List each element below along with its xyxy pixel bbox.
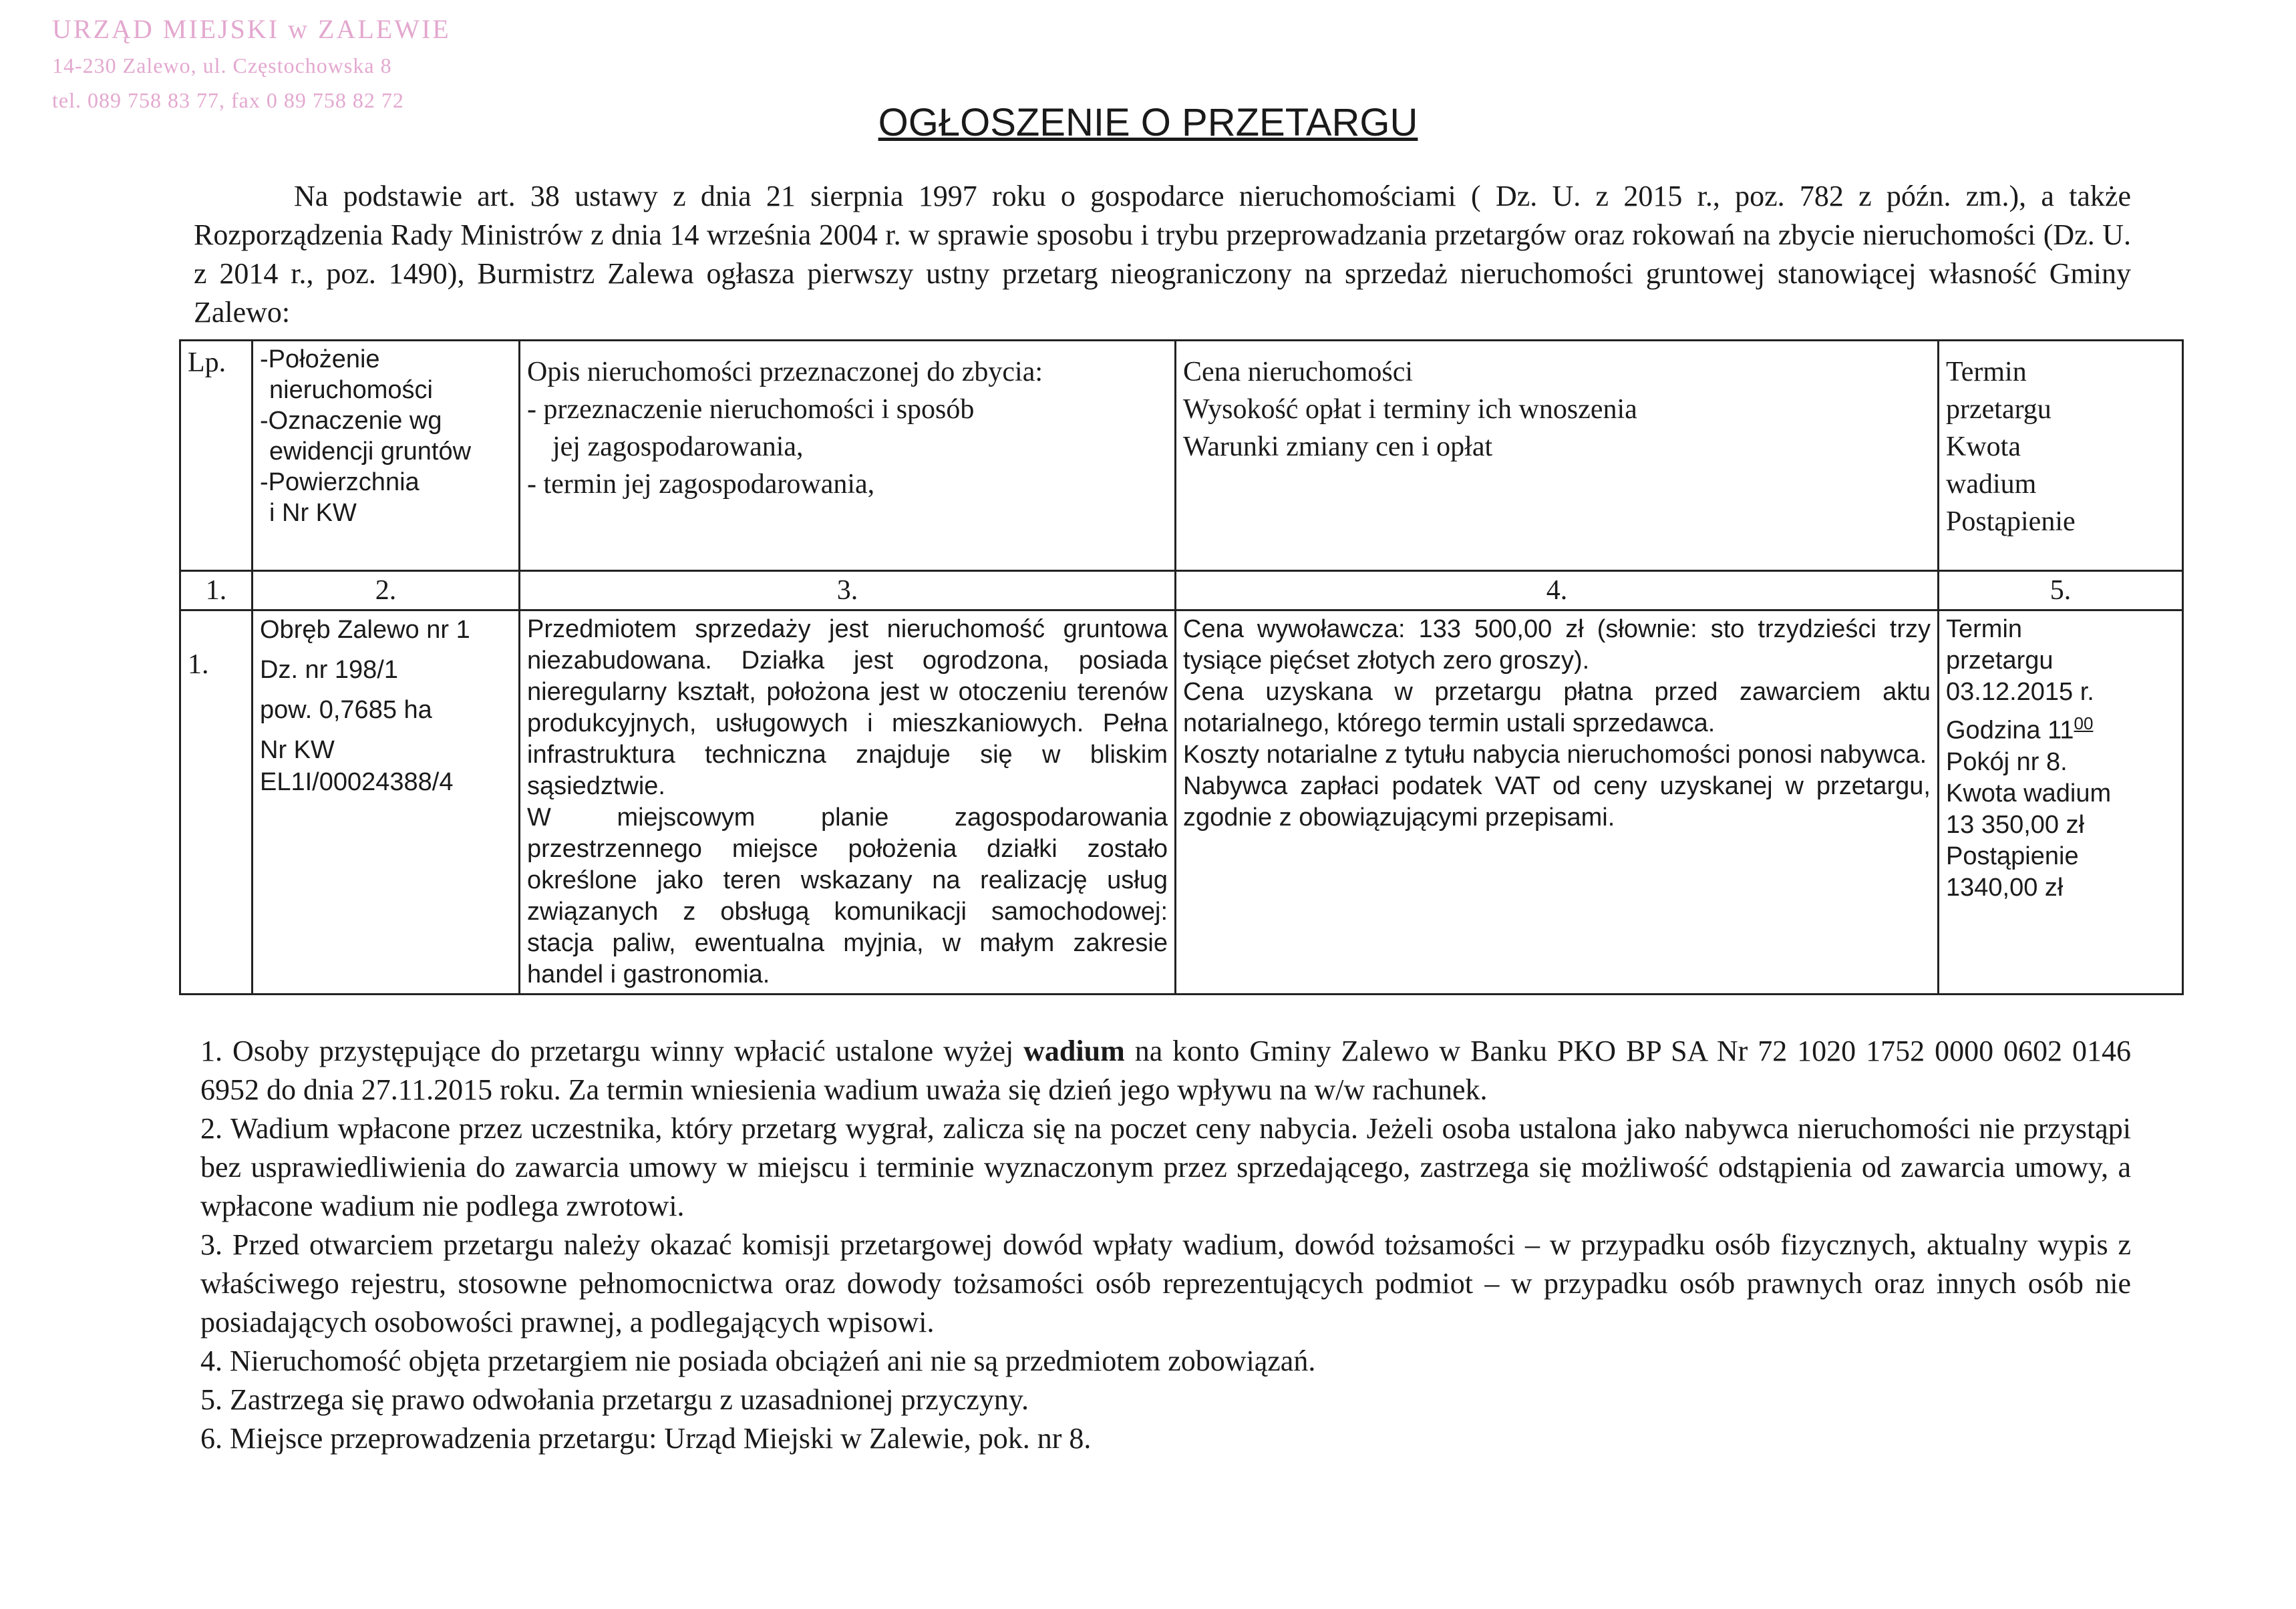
deposit-label: Kwota wadium — [1946, 779, 2112, 808]
header-term-line: wadium — [1946, 469, 2037, 500]
stamp-address: 14-230 Zalewo, ul. Częstochowska 8 — [52, 53, 392, 77]
page-title: OGŁOSZENIE O PRZETARGU — [878, 101, 1418, 144]
header-location — [253, 341, 520, 571]
term-date: 03.12.2015 r. — [1946, 678, 2094, 706]
rule-item: 2. Wadium wpłacone przez uczestnika, który przetarg wygrał, zalicza się na poczet ceny nabycia. Jeżeli osoba ustalona jako nabywca nieruchomości nie przystąpi bez usprawiedliwienia do zawarcia umowy w miejscu i terminie wyznaczonym przez sprzedającego, zastrzega się możliwość odstąpienia od zawarcia umowy, a wpłacone wadium nie podlega zwrotowi. — [200, 1112, 2131, 1222]
header-description — [520, 341, 1176, 571]
row-lp — [180, 610, 253, 995]
header-term — [1939, 341, 2183, 571]
location-area: pow. 0,7685 ha — [260, 696, 432, 724]
header-location-line: i Nr KW — [269, 499, 357, 527]
location-precinct: Obręb Zalewo nr 1 — [260, 616, 470, 644]
rule-text: 1. Osoby przystępujące do przetargu winny wpłacić ustalone wyżej — [200, 1035, 1024, 1067]
term-room: Pokój nr 8. — [1946, 747, 2068, 776]
stamp-contact: tel. 089 758 83 77, fax 0 89 758 82 72 — [52, 88, 404, 112]
header-price-line: Cena nieruchomości — [1183, 357, 1414, 387]
rule-item: 6. Miejsce przeprowadzenia przetargu: Urząd Miejski w Zalewie, pok. nr 8. — [200, 1422, 1092, 1455]
rule-item: 4. Nieruchomość objęta przetargiem nie posiada obciążeń ani nie są przedmiotem zobowiązań. — [200, 1345, 1316, 1377]
header-lp-text: Lp. — [188, 347, 226, 378]
location-kw-label: Nr KW — [260, 736, 335, 764]
intro-text: Na podstawie art. 38 ustawy z dnia 21 sierpnia 1997 roku o gospodarce nieruchomościami ( Dz. U. z 2015 r., poz. 782 z późn. zm.), a także Rozporządzenia Rady Ministrów z dnia 14 września 2004 r. w sprawie sposobu i trybu przeprowadzania przetargów oraz rokowań na zbycie nieruchomości (Dz. U. z 2014 r., poz. 1490), Burmistrz Zalewa ogłasza pierwszy ustny przetarg nieograniczony na sprzedaż nieruchomości gruntowej stanowiącej własność Gminy Zalewo: — [194, 180, 2131, 329]
row-description — [520, 610, 1176, 995]
header-term-line: Postąpienie — [1946, 506, 2076, 537]
row-term — [1939, 610, 2183, 995]
rule-emphasis: wadium — [1023, 1035, 1125, 1067]
location-kw-number: EL1I/00024388/4 — [260, 768, 454, 796]
column-number: 5. — [1939, 571, 2183, 610]
header-term-line: przetargu — [1946, 394, 2052, 425]
column-number: 3. — [520, 571, 1176, 610]
header-description-line: - przeznaczenie nieruchomości i sposób — [527, 394, 975, 425]
step-label: Postąpienie — [1946, 842, 2079, 870]
table-header-row — [180, 341, 2183, 571]
header-location-line: -Oznaczenie wg — [260, 407, 442, 435]
term-minutes: 00 — [2074, 713, 2094, 733]
column-number: 1. — [180, 571, 253, 610]
column-number-row — [180, 571, 2183, 610]
header-location-line: ewidencji gruntów — [269, 437, 472, 466]
rules-list — [200, 1032, 2131, 1458]
row-location — [253, 610, 520, 995]
header-price — [1176, 341, 1939, 571]
description-paragraph: W miejscowym planie zagospodarowania przestrzennego miejsce położenia działki zostało określone jako teren wskazany na realizację usług związanych z obsługą komunikacji samochodowej: stacja paliw, ewentualna myjnia, w małym zakresie handel i gastronomia. — [527, 803, 1168, 989]
rule-item — [200, 1032, 2131, 1109]
deposit-amount: 13 350,00 zł — [1946, 810, 2085, 839]
header-price-line: Wysokość opłat i terminy ich wnoszenia — [1183, 394, 1637, 425]
property-table — [179, 339, 2184, 995]
term-label: przetargu — [1946, 647, 2054, 675]
header-description-line: - termin jej zagospodarowania, — [527, 469, 875, 500]
header-location-line: -Położenie — [260, 345, 380, 373]
rule-item: 5. Zastrzega się prawo odwołania przetargu z uzasadnionej przyczyny. — [200, 1383, 1029, 1416]
rule-text: na konto Gminy Zalewo w Banku PKO BP SA Nr 72 1020 1752 0000 0602 0146 6952 do dnia 27.11.2015 roku. Za termin wniesienia wadium uważa się dzień jego wpływu na w/w rachunek. — [200, 1035, 2131, 1106]
header-price-line: Warunki zmiany cen i opłat — [1183, 431, 1493, 462]
term-hour — [1946, 708, 2175, 747]
rule-item: 3. Przed otwarciem przetargu należy okazać komisji przetargowej dowód wpłaty wadium, dowód tożsamości – w przypadku osób fizycznych, aktualny wypis z właściwego rejestru, stosowne pełnomocnictwa oraz dowody tożsamości osób reprezentujących podmiot – w przypadku osób prawnych oraz innych osób nie posiadających osobowości prawnej, a podlegających wpisowi. — [200, 1228, 2131, 1338]
row-lp-text: 1. — [188, 649, 209, 680]
header-term-line: Kwota — [1946, 431, 2021, 462]
header-term-line: Termin — [1946, 357, 2027, 387]
row-price — [1176, 610, 1939, 995]
header-description-line: jej zagospodarowania, — [552, 431, 804, 462]
price-paragraph: Cena uzyskana w przetargu płatna przed zawarciem aktu notarialnego, którego termin ustali sprzedawca. — [1183, 678, 1931, 737]
term-hour-text: Godzina 11 — [1946, 716, 2074, 745]
intro-paragraph — [194, 177, 2131, 332]
price-paragraph: Cena wywoławcza: 133 500,00 zł (słownie: sto trzydzieści trzy tysiące pięćset złotych zero groszy). — [1183, 615, 1931, 675]
column-number: 4. — [1176, 571, 1939, 610]
price-paragraph: Nabywca zapłaci podatek VAT od ceny uzyskanej w przetargu, zgodnie z obowiązującymi przepisami. — [1183, 772, 1931, 832]
step-amount: 1340,00 zł — [1946, 873, 2064, 902]
header-location-line: -Powierzchnia — [260, 468, 420, 496]
header-location-line: nieruchomości — [269, 376, 433, 404]
header-lp — [180, 341, 253, 571]
header-description-line: Opis nieruchomości przeznaczonej do zbycia: — [527, 357, 1043, 387]
description-paragraph: Przedmiotem sprzedaży jest nieruchomość gruntowa niezabudowana. Działka jest ogrodzona, posiada nieregularny kształt, położona jest w otoczeniu terenów produkcyjnych, usługowych i mieszkaniowych. Pełna infrastruktura techniczna znajduje się w bliskim sąsiedztwie. — [527, 615, 1168, 800]
location-plot: Dz. nr 198/1 — [260, 656, 398, 684]
term-label: Termin — [1946, 615, 2023, 643]
price-paragraph: Koszty notarialne z tytułu nabycia nieruchomości ponosi nabywca. — [1183, 741, 1927, 769]
stamp-office-name: URZĄD MIEJSKI w ZALEWIE — [52, 14, 451, 44]
table-row — [180, 610, 2183, 995]
column-number: 2. — [253, 571, 520, 610]
